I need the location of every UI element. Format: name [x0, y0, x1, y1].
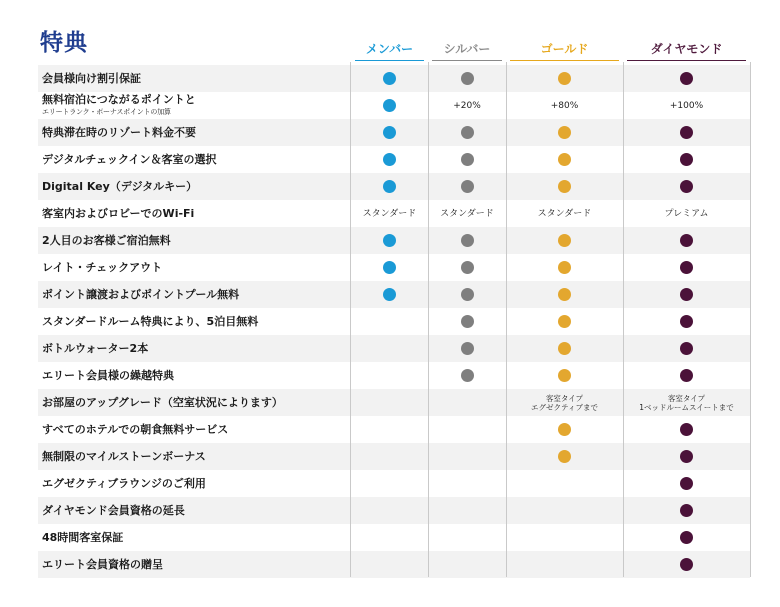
benefit-label [42, 254, 162, 281]
cell-member [351, 443, 428, 470]
benefit-label [42, 65, 141, 92]
benefit-label [42, 227, 171, 254]
cell-silver [428, 389, 506, 416]
benefit-included-dot-icon [461, 342, 474, 355]
benefit-included-dot-icon [383, 126, 396, 139]
table-row [38, 200, 750, 227]
cell-silver [428, 551, 506, 578]
benefit-included-dot-icon [680, 450, 693, 463]
benefit-included-dot-icon [558, 261, 571, 274]
benefit-included-dot-icon [558, 315, 571, 328]
column-divider [350, 62, 351, 577]
benefit-included-dot-icon [680, 180, 693, 193]
benefit-included-dot-icon [680, 369, 693, 382]
cell-member [351, 281, 428, 308]
cell-gold [506, 227, 623, 254]
benefit-label-text: ダイヤモンド会員資格の延長 [42, 504, 185, 517]
benefit-label [42, 146, 216, 173]
benefit-label [42, 281, 239, 308]
benefit-included-dot-icon [558, 288, 571, 301]
cell-silver [428, 254, 506, 281]
cell-gold [506, 443, 623, 470]
cell-silver [428, 497, 506, 524]
cell-member [351, 173, 428, 200]
benefit-label-text: 無制限のマイルストーンボーナス [42, 450, 206, 463]
cell-value: スタンダード [362, 208, 417, 219]
cell-diamond [623, 146, 750, 173]
cell-gold [506, 497, 623, 524]
benefit-label [42, 308, 258, 335]
cell-gold [506, 335, 623, 362]
cell-gold [506, 173, 623, 200]
cell-member [351, 119, 428, 146]
cell-diamond [623, 551, 750, 578]
cell-gold [506, 551, 623, 578]
cell-member [351, 497, 428, 524]
table-row [38, 119, 750, 146]
cell-member [351, 335, 428, 362]
cell-value: 客室タイプ エグゼクティブまで [531, 393, 598, 412]
cell-gold [506, 119, 623, 146]
table-row [38, 254, 750, 281]
table-row [38, 65, 750, 92]
cell-diamond [623, 470, 750, 497]
benefit-included-dot-icon [558, 369, 571, 382]
table-row [38, 524, 750, 551]
benefit-label [42, 335, 148, 362]
cell-member [351, 362, 428, 389]
benefit-label [42, 93, 196, 120]
cell-member [351, 200, 428, 227]
cell-value: 客室タイプ 1ベッドルームスイートまで [639, 393, 734, 412]
benefit-label [42, 173, 197, 200]
cell-member [351, 146, 428, 173]
cell-gold [506, 281, 623, 308]
cell-member [351, 416, 428, 443]
benefit-label [42, 119, 196, 146]
benefit-included-dot-icon [680, 504, 693, 517]
benefit-included-dot-icon [680, 315, 693, 328]
benefit-label-text: 無料宿泊につながるポイントと [42, 93, 196, 106]
benefit-included-dot-icon [461, 261, 474, 274]
benefit-included-dot-icon [461, 72, 474, 85]
benefit-included-dot-icon [383, 288, 396, 301]
cell-gold [506, 254, 623, 281]
cell-diamond [623, 200, 750, 227]
table-row [38, 281, 750, 308]
benefit-label [42, 551, 163, 578]
page-title: 特典 [40, 30, 88, 56]
cell-silver [428, 119, 506, 146]
benefit-included-dot-icon [383, 99, 396, 112]
benefit-included-dot-icon [680, 531, 693, 544]
table-row [38, 308, 750, 335]
cell-gold [506, 146, 623, 173]
table-row [38, 443, 750, 470]
cell-member [351, 524, 428, 551]
cell-gold [506, 200, 623, 227]
benefit-included-dot-icon [383, 234, 396, 247]
benefit-label-text: ボトルウォーター2本 [42, 342, 149, 355]
benefit-label-text: お部屋のアップグレード（空室状況によります） [42, 396, 283, 409]
cell-diamond [623, 497, 750, 524]
table-row [38, 497, 750, 524]
benefit-label-text: エリート会員資格の贈呈 [42, 558, 163, 571]
benefit-included-dot-icon [558, 342, 571, 355]
cell-value: スタンダード [440, 208, 494, 219]
benefit-label-text: スタンダードルーム特典により、5泊目無料 [42, 315, 259, 328]
benefit-included-dot-icon [558, 180, 571, 193]
cell-value: +80% [550, 100, 579, 111]
table-row [38, 362, 750, 389]
benefit-included-dot-icon [383, 72, 396, 85]
benefit-label-text: 48時間客室保証 [42, 531, 124, 544]
cell-silver [428, 227, 506, 254]
cell-gold [506, 92, 623, 119]
cell-diamond [623, 443, 750, 470]
column-divider [506, 62, 507, 577]
benefit-included-dot-icon [461, 288, 474, 301]
column-header-member: メンバー [365, 42, 414, 56]
benefit-label-text: エグゼクティブラウンジのご利用 [42, 477, 206, 490]
table-row [38, 416, 750, 443]
benefit-included-dot-icon [558, 72, 571, 85]
cell-gold [506, 308, 623, 335]
column-header-underline [627, 60, 746, 61]
cell-member [351, 65, 428, 92]
cell-value: プレミアム [664, 208, 709, 219]
benefit-label-text: エリート会員様の繰越特典 [42, 369, 174, 382]
cell-member [351, 308, 428, 335]
benefit-included-dot-icon [461, 315, 474, 328]
cell-diamond [623, 335, 750, 362]
cell-diamond [623, 119, 750, 146]
benefit-label [42, 200, 194, 227]
table-row [38, 146, 750, 173]
table-row [38, 389, 750, 416]
benefit-included-dot-icon [680, 72, 693, 85]
benefit-included-dot-icon [680, 477, 693, 490]
benefit-included-dot-icon [680, 234, 693, 247]
cell-silver [428, 65, 506, 92]
cell-silver [428, 362, 506, 389]
benefit-label [42, 497, 185, 524]
benefit-included-dot-icon [383, 261, 396, 274]
cell-diamond [623, 173, 750, 200]
cell-member [351, 389, 428, 416]
benefit-label-text: レイト・チェックアウト [42, 261, 163, 274]
cell-silver [428, 335, 506, 362]
cell-member [351, 470, 428, 497]
cell-member [351, 551, 428, 578]
column-divider [750, 62, 751, 577]
column-divider [623, 62, 624, 577]
cell-silver [428, 281, 506, 308]
benefit-label [42, 443, 206, 470]
cell-silver [428, 470, 506, 497]
cell-silver [428, 308, 506, 335]
benefit-label-text: 2人目のお客様ご宿泊無料 [42, 234, 171, 247]
cell-gold [506, 389, 623, 416]
cell-gold [506, 65, 623, 92]
cell-member [351, 254, 428, 281]
benefit-label-text: すべてのホテルでの朝食無料サービス [42, 423, 229, 436]
cell-gold [506, 524, 623, 551]
table-row [38, 173, 750, 200]
benefit-label [42, 524, 123, 551]
benefit-included-dot-icon [383, 180, 396, 193]
benefit-included-dot-icon [383, 153, 396, 166]
cell-diamond [623, 254, 750, 281]
benefit-label [42, 416, 228, 443]
column-header-underline [355, 60, 424, 61]
table-row [38, 551, 750, 578]
benefit-label-text: 客室内およびロビーでのWi-Fi [42, 207, 195, 220]
column-header-silver: シルバー [443, 42, 491, 56]
cell-member [351, 92, 428, 119]
cell-gold [506, 362, 623, 389]
cell-value: +100% [669, 100, 704, 111]
benefit-included-dot-icon [558, 423, 571, 436]
cell-diamond [623, 524, 750, 551]
benefit-included-dot-icon [461, 126, 474, 139]
cell-diamond [623, 65, 750, 92]
cell-value: スタンダード [537, 208, 592, 219]
cell-diamond [623, 92, 750, 119]
cell-diamond [623, 362, 750, 389]
benefit-label [42, 362, 174, 389]
cell-silver [428, 200, 506, 227]
cell-diamond [623, 281, 750, 308]
cell-silver [428, 92, 506, 119]
benefit-included-dot-icon [680, 261, 693, 274]
benefit-label-text: デジタルチェックイン＆客室の選択 [42, 153, 217, 166]
cell-silver [428, 173, 506, 200]
benefit-label-text: ポイント譲渡およびポイントプール無料 [42, 288, 240, 301]
benefit-sublabel: エリートランク・ボーナスポイントの加算 [42, 108, 171, 116]
benefit-label [42, 389, 283, 416]
benefit-included-dot-icon [558, 234, 571, 247]
cell-gold [506, 416, 623, 443]
benefit-included-dot-icon [680, 558, 693, 571]
cell-diamond [623, 308, 750, 335]
column-divider [428, 62, 429, 577]
benefit-included-dot-icon [680, 423, 693, 436]
table-row [38, 335, 750, 362]
cell-member [351, 227, 428, 254]
benefit-label-text: 会員様向け割引保証 [42, 72, 141, 85]
cell-diamond [623, 389, 750, 416]
table-row [38, 92, 750, 119]
benefit-included-dot-icon [461, 153, 474, 166]
table-row [38, 227, 750, 254]
column-header-underline [510, 60, 619, 61]
benefit-label-text: 特典滞在時のリゾート料金不要 [42, 126, 196, 139]
cell-value: +20% [453, 100, 481, 111]
column-header-gold: ゴールド [540, 42, 589, 56]
benefit-included-dot-icon [680, 153, 693, 166]
benefit-included-dot-icon [680, 126, 693, 139]
column-header-diamond: ダイヤモンド [650, 42, 723, 56]
benefit-included-dot-icon [558, 450, 571, 463]
table-row [38, 470, 750, 497]
benefit-included-dot-icon [558, 153, 571, 166]
column-header-underline [432, 60, 502, 61]
benefit-included-dot-icon [680, 288, 693, 301]
benefit-included-dot-icon [461, 234, 474, 247]
cell-diamond [623, 416, 750, 443]
cell-silver [428, 443, 506, 470]
benefit-label-text: Digital Key（デジタルキー） [42, 180, 198, 193]
cell-silver [428, 416, 506, 443]
cell-gold [506, 470, 623, 497]
cell-diamond [623, 227, 750, 254]
cell-silver [428, 146, 506, 173]
cell-silver [428, 524, 506, 551]
benefit-included-dot-icon [680, 342, 693, 355]
benefit-included-dot-icon [461, 180, 474, 193]
benefit-included-dot-icon [461, 369, 474, 382]
benefit-label [42, 470, 206, 497]
benefit-included-dot-icon [558, 126, 571, 139]
